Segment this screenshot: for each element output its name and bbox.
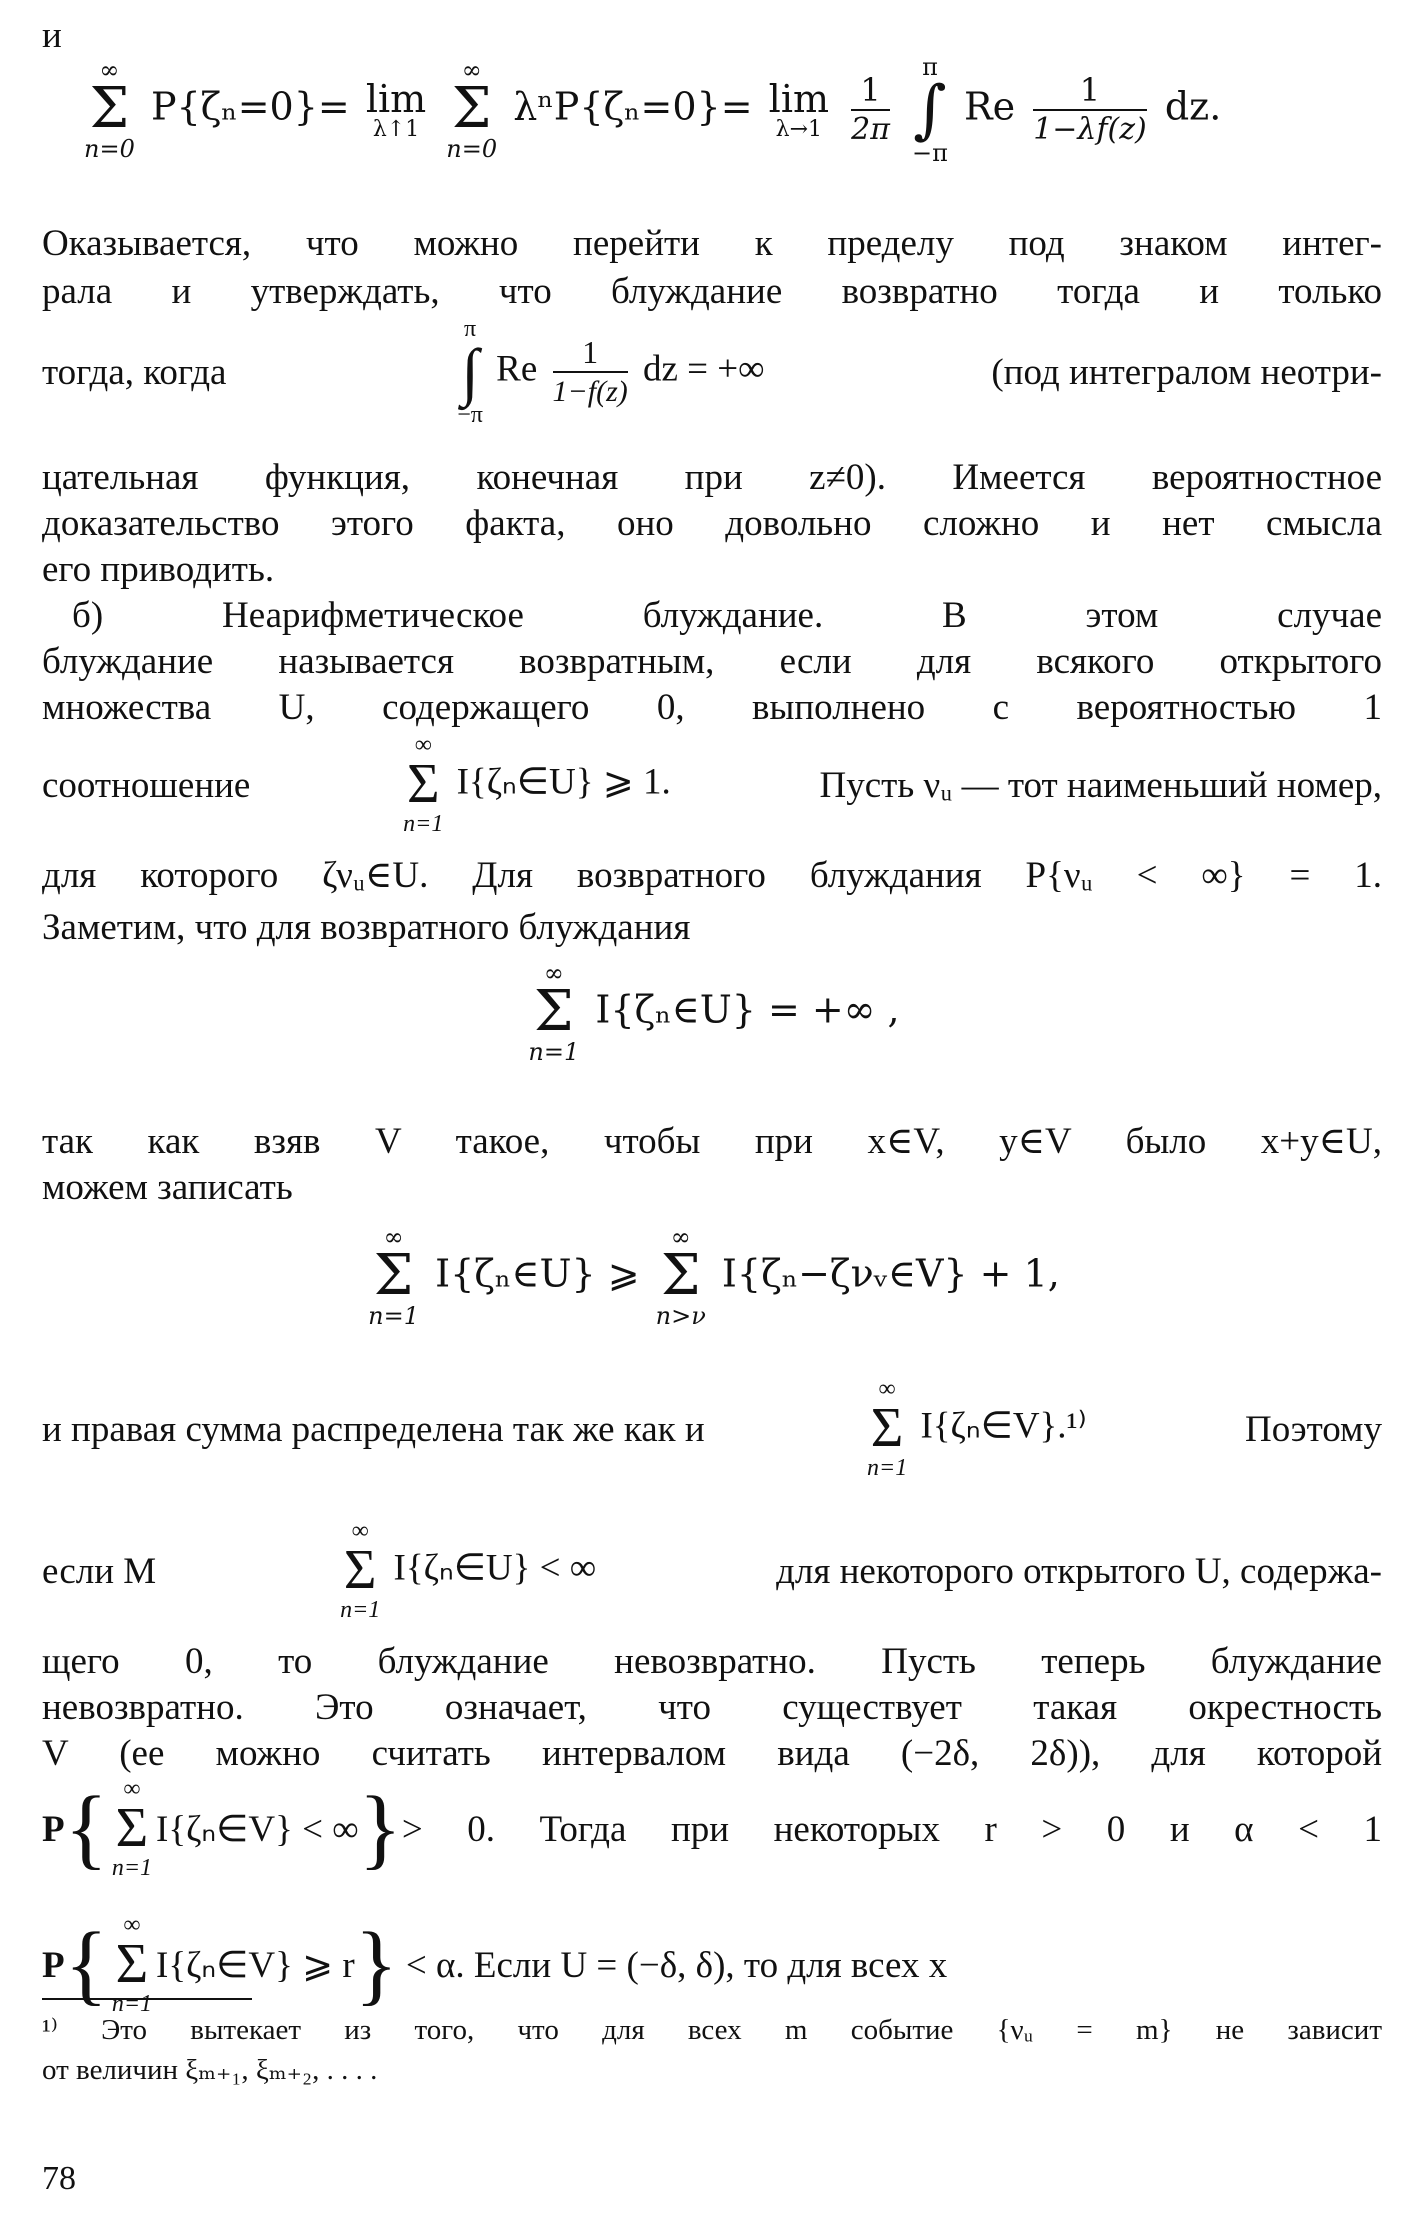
- text-line: V (ее можно считать интервалом вида (−2δ, 2δ)), для которой: [42, 1733, 1382, 1774]
- sum-symbol: ∞ Σ n=1: [867, 1376, 908, 1481]
- sum-symbol: ∞ Σ n>ν: [655, 1223, 706, 1330]
- left-brace: {: [64, 1779, 108, 1878]
- equation-8: P { ∞ Σ n=1 I{ζₙ∈V} < ∞ } > 0. Тогда при некоторых r > 0 и α < 1: [42, 1776, 1382, 1881]
- equation-4: ∞ Σ n=1 I{ζₙ∈U} = +∞ ,: [528, 959, 900, 1066]
- fraction: $\frac{1}{1-\lambda f(z)}$: [1033, 71, 1147, 147]
- sum-symbol: ∞ Σ n=1: [368, 1223, 419, 1330]
- right-brace: }: [358, 1779, 402, 1878]
- text-line: и: [42, 15, 62, 56]
- text-line: для которого ζνᵤ∈U. Для возвратного блуждания P{νᵤ < ∞} = 1.: [42, 855, 1382, 896]
- text-line: цательная функция, конечная при z≠0). Имеется вероятностное: [42, 457, 1382, 498]
- text-line: б) Неарифметическое блуждание. В этом случае: [72, 595, 1382, 636]
- text-line: его приводить.: [42, 549, 275, 590]
- text-line: Заметим, что для возвратного блуждания: [42, 907, 691, 948]
- equation-7: если M ∞ Σ n=1 I{ζₙ∈U} < ∞ для некоторого открытого U, содержа-: [42, 1518, 1382, 1623]
- sum-symbol: ∞ Σ n=1: [528, 959, 580, 1066]
- text-line: так как взяв V такое, чтобы при x∈V, y∈V было x+y∈U,: [42, 1121, 1382, 1162]
- left-brace: {: [64, 1915, 108, 2014]
- equation-6: и правая сумма распределена так же как и ∞ Σ n=1 I{ζₙ∈V}.¹⁾ Поэтому: [42, 1376, 1382, 1481]
- right-brace: }: [354, 1915, 398, 2014]
- integral-symbol: π ∫ −π: [912, 53, 948, 167]
- text-line: доказательство этого факта, оно довольно сложно и нет смысла: [42, 503, 1382, 544]
- equation-5: ∞ Σ n=1 I{ζₙ∈U} ⩾ ∞ Σ n>ν I{ζₙ−ζνᵥ∈V} + 1,: [368, 1223, 1060, 1330]
- sum-symbol: ∞ Σ n=0: [446, 56, 498, 163]
- page-number: 78: [42, 2160, 76, 2197]
- sum-symbol: ∞ Σ n=1: [403, 732, 444, 837]
- equation-1: ∞ Σ n=0 P{ζₙ=0}= lim λ↑1 ∞ Σ n=0 λⁿP{ζₙ=0}= lim λ→1 $\frac{1}{2\pi}$ π ∫ −π Re $\frac{1}{1-\lambda f(z)}$ dz.: [84, 53, 1222, 167]
- fraction: $\frac{1}{1-f(z)}$: [552, 334, 628, 408]
- sum-symbol: ∞ Σ n=0: [84, 56, 135, 163]
- footnote-rule: [42, 1998, 252, 2000]
- text-line: рала и утверждать, что блуждание возвратно тогда и только: [42, 271, 1382, 312]
- text-line: Оказывается, что можно перейти к пределу под знаком интег-: [42, 223, 1382, 264]
- text-line: щего 0, то блуждание невозвратно. Пусть теперь блуждание: [42, 1641, 1382, 1682]
- equation-9: P { ∞ Σ n=1 I{ζₙ∈V} ⩾ r } < α. Если U = (−δ, δ), то для всех x: [42, 1912, 948, 2017]
- sum-symbol: ∞ Σ n=1: [111, 1776, 153, 1881]
- text-line: невозвратно. Это означает, что существует такая окрестность: [42, 1687, 1382, 1728]
- sum-symbol: ∞ Σ n=1: [111, 1912, 153, 2017]
- footnote-line: от величин ξₘ₊₁, ξₘ₊₂, . . . .: [42, 2054, 378, 2086]
- text-line: можем записать: [42, 1167, 293, 1208]
- limit: lim λ↑1: [365, 77, 427, 142]
- equation-3: соотношение ∞ Σ n=1 I{ζₙ∈U} ⩾ 1. Пусть νᵤ — тот наименьший номер,: [42, 732, 1382, 837]
- equation-2: тогда, когда π ∫ −π Re $\frac{1}{1-f(z)}$ dz = +∞ (под интегралом неотри-: [42, 316, 1382, 428]
- sum-symbol: ∞ Σ n=1: [340, 1518, 381, 1623]
- fraction: $\frac{1}{2\pi}$: [851, 71, 890, 147]
- text-line: множества U, содержащего 0, выполнено с вероятностью 1: [42, 687, 1382, 728]
- integral-symbol: π ∫ −π: [457, 316, 483, 428]
- text-line: блуждание называется возвратным, если для всякого открытого: [42, 641, 1382, 682]
- footnote-line: ¹⁾ Это вытекает из того, что для всех m событие {νᵤ = m} не зависит: [42, 2014, 1382, 2046]
- limit: lim λ→1: [768, 77, 830, 142]
